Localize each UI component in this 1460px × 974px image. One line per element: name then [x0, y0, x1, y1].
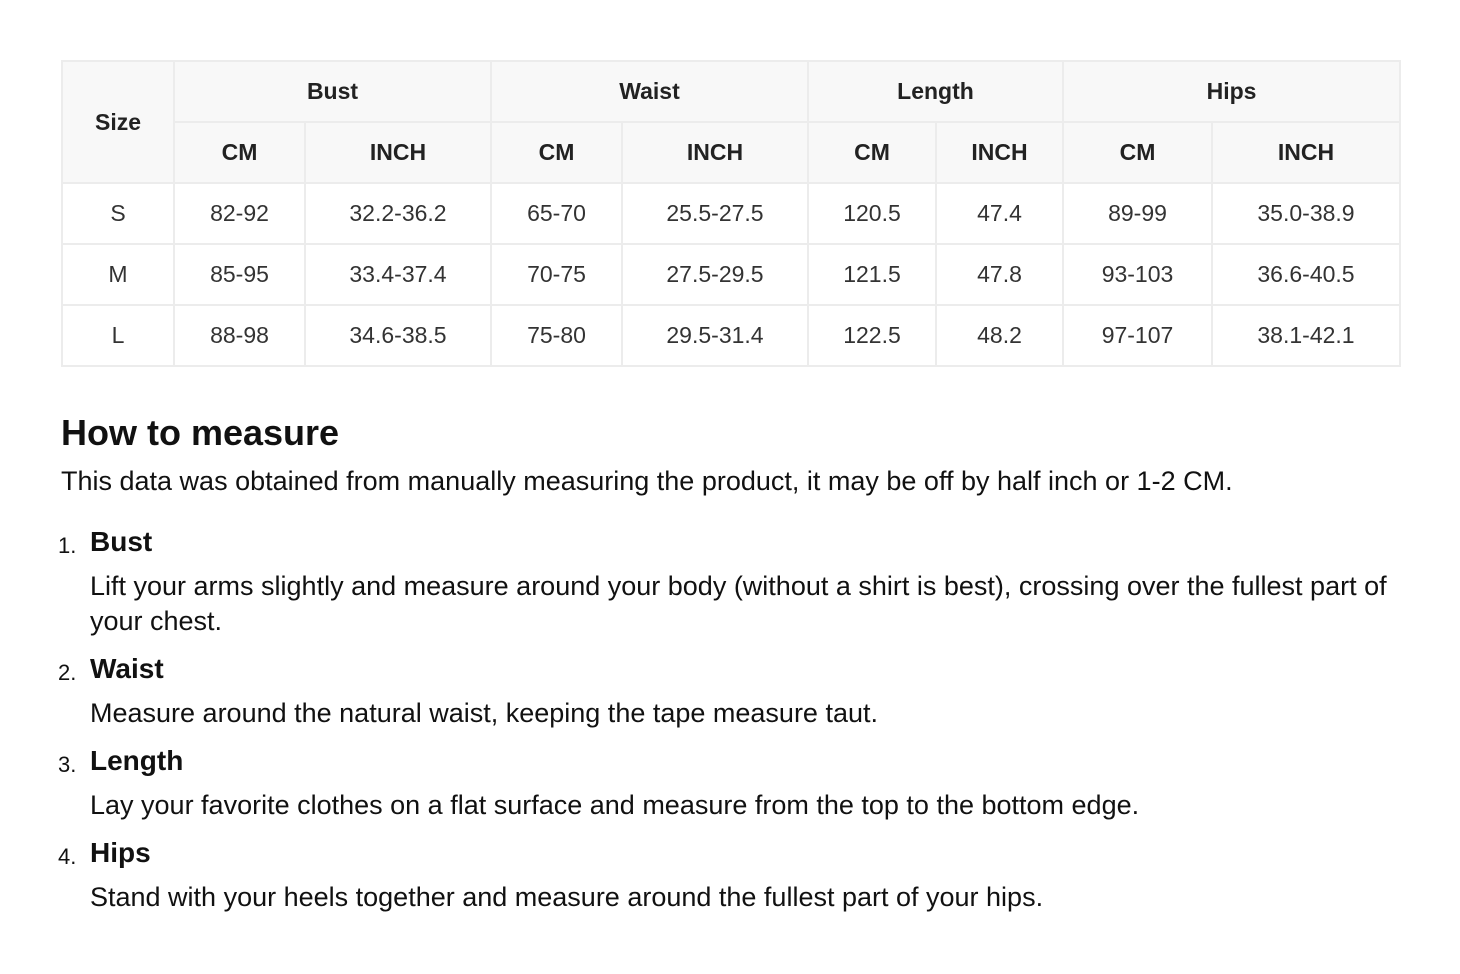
table-cell: 34.6-38.5	[305, 305, 491, 366]
waist-header: Waist	[491, 61, 808, 122]
list-item-description: Lay your favorite clothes on a flat surface and measure from the top to the bottom edge.	[90, 790, 1140, 820]
table-cell: 97-107	[1063, 305, 1212, 366]
list-item-title: Bust	[90, 526, 153, 557]
table-cell: 93-103	[1063, 244, 1212, 305]
hips-header: Hips	[1063, 61, 1400, 122]
list-item-title: Waist	[90, 653, 164, 684]
table-cell: 82-92	[174, 183, 305, 244]
list-item-length	[58, 743, 1401, 823]
table-cell: 88-98	[174, 305, 305, 366]
list-item-title: Hips	[90, 837, 151, 868]
table-row	[62, 183, 1400, 244]
measure-intro-text: This data was obtained from manually measuring the product, it may be off by half inch or 1-2 CM.	[61, 466, 1233, 496]
bust-header: Bust	[174, 61, 491, 122]
unit-header-bust-inch: INCH	[305, 122, 491, 183]
unit-header-hips-inch: INCH	[1212, 122, 1400, 183]
list-item-description: Measure around the natural waist, keeping the tape measure taut.	[90, 698, 878, 728]
table-cell: 120.5	[808, 183, 936, 244]
list-item-description: Stand with your heels together and measure around the fullest part of your hips.	[90, 882, 1044, 912]
unit-header-waist-inch: INCH	[622, 122, 808, 183]
size-cell: L	[62, 305, 174, 366]
size-chart-table	[61, 60, 1401, 367]
table-cell: 32.2-36.2	[305, 183, 491, 244]
table-cell: 47.4	[936, 183, 1063, 244]
length-header: Length	[808, 61, 1063, 122]
table-header-row-groups	[62, 61, 1400, 122]
table-cell: 35.0-38.9	[1212, 183, 1400, 244]
table-cell: 48.2	[936, 305, 1063, 366]
unit-header-hips-cm: CM	[1063, 122, 1212, 183]
list-number: 2.	[58, 660, 77, 685]
list-item-waist	[58, 651, 1401, 731]
table-cell: 25.5-27.5	[622, 183, 808, 244]
table-cell: 27.5-29.5	[622, 244, 808, 305]
table-row	[62, 305, 1400, 366]
table-cell: 85-95	[174, 244, 305, 305]
unit-header-waist-cm: CM	[491, 122, 622, 183]
table-cell: 29.5-31.4	[622, 305, 808, 366]
table-cell: 47.8	[936, 244, 1063, 305]
table-cell: 38.1-42.1	[1212, 305, 1400, 366]
list-item-bust	[58, 524, 1401, 639]
size-cell: M	[62, 244, 174, 305]
table-cell: 70-75	[491, 244, 622, 305]
list-item-hips	[58, 835, 1401, 915]
size-chart-container	[61, 60, 1399, 367]
unit-header-bust-cm: CM	[174, 122, 305, 183]
size-cell: S	[62, 183, 174, 244]
size-header: Size	[62, 61, 174, 183]
table-cell: 89-99	[1063, 183, 1212, 244]
unit-header-length-cm: CM	[808, 122, 936, 183]
list-item-description: Lift your arms slightly and measure around your body (without a shirt is best), crossing over the fullest part of your chest.	[90, 571, 1387, 636]
table-cell: 122.5	[808, 305, 936, 366]
list-number: 1.	[58, 533, 77, 558]
table-cell: 65-70	[491, 183, 622, 244]
table-header-row-units	[62, 122, 1400, 183]
table-cell: 33.4-37.4	[305, 244, 491, 305]
table-cell: 121.5	[808, 244, 936, 305]
unit-header-length-inch: INCH	[936, 122, 1063, 183]
table-cell: 75-80	[491, 305, 622, 366]
list-item-title: Length	[90, 745, 184, 776]
measure-instructions-list	[58, 524, 1401, 927]
table-cell: 36.6-40.5	[1212, 244, 1400, 305]
table-row	[62, 244, 1400, 305]
how-to-measure-heading: How to measure	[61, 412, 340, 453]
list-number: 3.	[58, 752, 77, 777]
list-number: 4.	[58, 844, 77, 869]
